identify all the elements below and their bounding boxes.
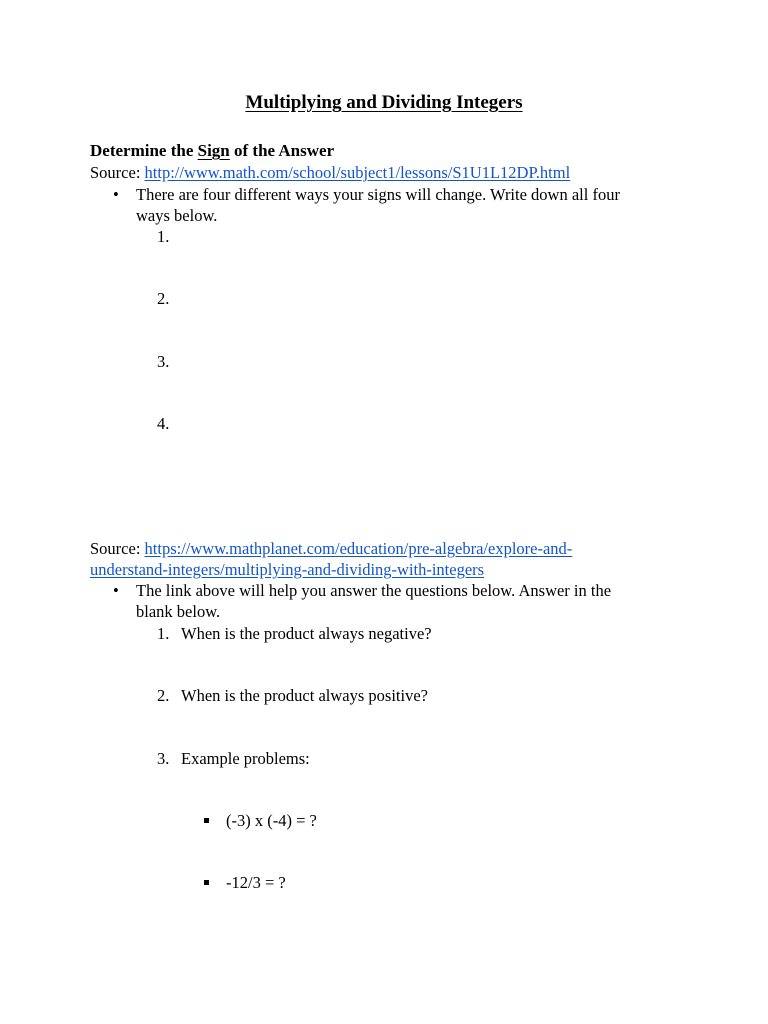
example-text: -12/3 = ? xyxy=(226,873,286,892)
heading-text-post: of the Answer xyxy=(229,141,335,160)
question-text: When is the product always positive? xyxy=(181,686,428,705)
page-title: Multiplying and Dividing Integers xyxy=(245,92,523,113)
question-number: 3. xyxy=(157,749,170,768)
question-item xyxy=(157,623,432,644)
question-item xyxy=(157,685,428,706)
instruction-line: The link above will help you answer the questions below. Answer in the xyxy=(136,581,612,600)
heading-text-pre: Determine the xyxy=(90,141,198,160)
source-line-1 xyxy=(90,162,570,183)
list-item: 2. xyxy=(157,289,170,308)
question-number: 1. xyxy=(157,624,170,643)
source-link-mathplanet[interactable]: https://www.mathplanet.com/education/pre-algebra/explore-and- xyxy=(144,539,573,558)
square-bullet-icon xyxy=(204,818,209,823)
source-line-2-cont xyxy=(90,559,484,580)
section-heading xyxy=(90,141,334,161)
instruction-text-1 xyxy=(136,184,676,226)
instruction-line: There are four different ways your signs will change. Write down all four xyxy=(136,185,620,204)
square-bullet-icon xyxy=(204,880,209,885)
question-number: 2. xyxy=(157,686,170,705)
instruction-line: blank below. xyxy=(136,602,221,621)
bullet-icon: • xyxy=(113,581,119,600)
instruction-text-2 xyxy=(136,580,676,622)
bullet-icon: • xyxy=(113,185,119,204)
list-item: 3. xyxy=(157,352,170,371)
question-text: When is the product always negative? xyxy=(181,624,432,643)
source-label: Source: xyxy=(90,163,145,182)
source-label: Source: xyxy=(90,539,145,558)
source-link-mathcom[interactable]: http://www.math.com/school/subject1/lessons/S1U1L12DP.html xyxy=(144,163,571,182)
example-text: (-3) x (-4) = ? xyxy=(226,811,317,830)
source-link-mathplanet-cont[interactable]: understand-integers/multiplying-and-dividing-with-integers xyxy=(90,560,485,579)
source-line-2 xyxy=(90,538,572,559)
question-item xyxy=(157,748,310,769)
list-item: 4. xyxy=(157,414,170,433)
instruction-line: ways below. xyxy=(136,206,218,225)
question-text: Example problems: xyxy=(181,749,310,768)
list-item: 1. xyxy=(157,227,170,246)
heading-text-sign: Sign xyxy=(197,141,230,160)
